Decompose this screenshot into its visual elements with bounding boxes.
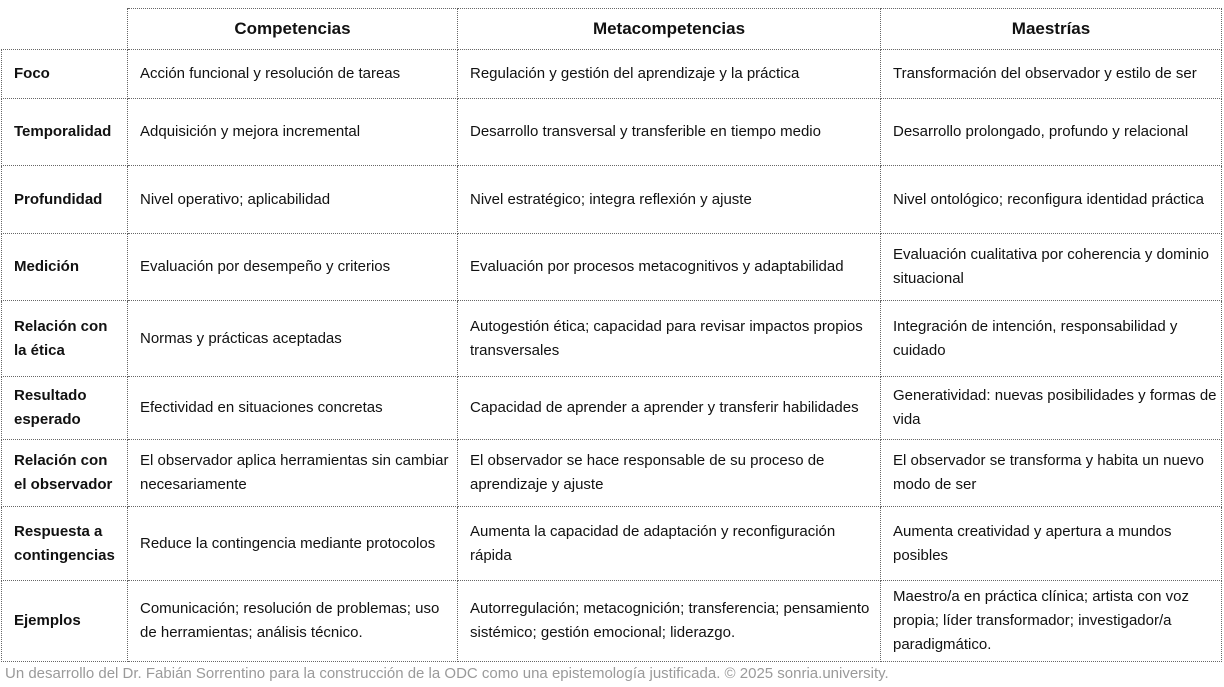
row-label-temporalidad: Temporalidad <box>2 99 128 166</box>
cell-maestrias: Maestro/a en práctica clínica; artista con voz propia; líder transformador; investigador/a paradigmático. <box>881 581 1222 662</box>
row-label-profundidad: Profundidad <box>2 166 128 234</box>
table-row <box>2 377 1222 440</box>
cell-maestrias: El observador se transforma y habita un nuevo modo de ser <box>881 440 1222 507</box>
table-row <box>2 50 1222 99</box>
cell-maestrias: Aumenta creatividad y apertura a mundos posibles <box>881 507 1222 581</box>
cell-metacompetencias: Desarrollo transversal y transferible en tiempo medio <box>458 99 881 166</box>
comparison-table <box>1 8 1222 662</box>
table-row <box>2 99 1222 166</box>
header-corner <box>2 9 128 50</box>
cell-metacompetencias: Regulación y gestión del aprendizaje y la práctica <box>458 50 881 99</box>
cell-competencias: Efectividad en situaciones concretas <box>128 377 458 440</box>
cell-metacompetencias: Nivel estratégico; integra reflexión y ajuste <box>458 166 881 234</box>
cell-maestrias: Integración de intención, responsabilidad y cuidado <box>881 301 1222 377</box>
cell-competencias: Nivel operativo; aplicabilidad <box>128 166 458 234</box>
cell-competencias: Evaluación por desempeño y criterios <box>128 234 458 301</box>
cell-competencias: Reduce la contingencia mediante protocolos <box>128 507 458 581</box>
cell-metacompetencias: Autorregulación; metacognición; transferencia; pensamiento sistémico; gestión emocional; liderazgo. <box>458 581 881 662</box>
cell-metacompetencias: Aumenta la capacidad de adaptación y reconfiguración rápida <box>458 507 881 581</box>
cell-competencias: Normas y prácticas aceptadas <box>128 301 458 377</box>
table-row <box>2 581 1222 662</box>
footer-credit: Un desarrollo del Dr. Fabián Sorrentino para la construcción de la ODC como una epistemología justificada. © 2025 sonria.university. <box>5 665 889 682</box>
cell-metacompetencias: El observador se hace responsable de su proceso de aprendizaje y ajuste <box>458 440 881 507</box>
table-row <box>2 301 1222 377</box>
row-label-contingencias: Respuesta a contingencias <box>2 507 128 581</box>
cell-competencias: Adquisición y mejora incremental <box>128 99 458 166</box>
cell-maestrias: Nivel ontológico; reconfigura identidad práctica <box>881 166 1222 234</box>
row-label-etica: Relación con la ética <box>2 301 128 377</box>
cell-competencias: Acción funcional y resolución de tareas <box>128 50 458 99</box>
cell-maestrias: Transformación del observador y estilo de ser <box>881 50 1222 99</box>
table-row <box>2 507 1222 581</box>
header-metacompetencias: Metacompetencias <box>458 9 881 50</box>
table-row <box>2 440 1222 507</box>
header-row <box>2 9 1222 50</box>
cell-metacompetencias: Evaluación por procesos metacognitivos y adaptabilidad <box>458 234 881 301</box>
cell-metacompetencias: Capacidad de aprender a aprender y transferir habilidades <box>458 377 881 440</box>
row-label-ejemplos: Ejemplos <box>2 581 128 662</box>
row-label-resultado: Resultado esperado <box>2 377 128 440</box>
row-label-foco: Foco <box>2 50 128 99</box>
cell-competencias: Comunicación; resolución de problemas; uso de herramientas; análisis técnico. <box>128 581 458 662</box>
cell-maestrias: Desarrollo prolongado, profundo y relacional <box>881 99 1222 166</box>
cell-maestrias: Generatividad: nuevas posibilidades y formas de vida <box>881 377 1222 440</box>
row-label-medicion: Medición <box>2 234 128 301</box>
cell-metacompetencias: Autogestión ética; capacidad para revisar impactos propios transversales <box>458 301 881 377</box>
header-maestrias: Maestrías <box>881 9 1222 50</box>
table-row <box>2 166 1222 234</box>
header-competencias: Competencias <box>128 9 458 50</box>
table-row <box>2 234 1222 301</box>
cell-maestrias: Evaluación cualitativa por coherencia y dominio situacional <box>881 234 1222 301</box>
row-label-observador: Relación con el observador <box>2 440 128 507</box>
cell-competencias: El observador aplica herramientas sin cambiar necesariamente <box>128 440 458 507</box>
